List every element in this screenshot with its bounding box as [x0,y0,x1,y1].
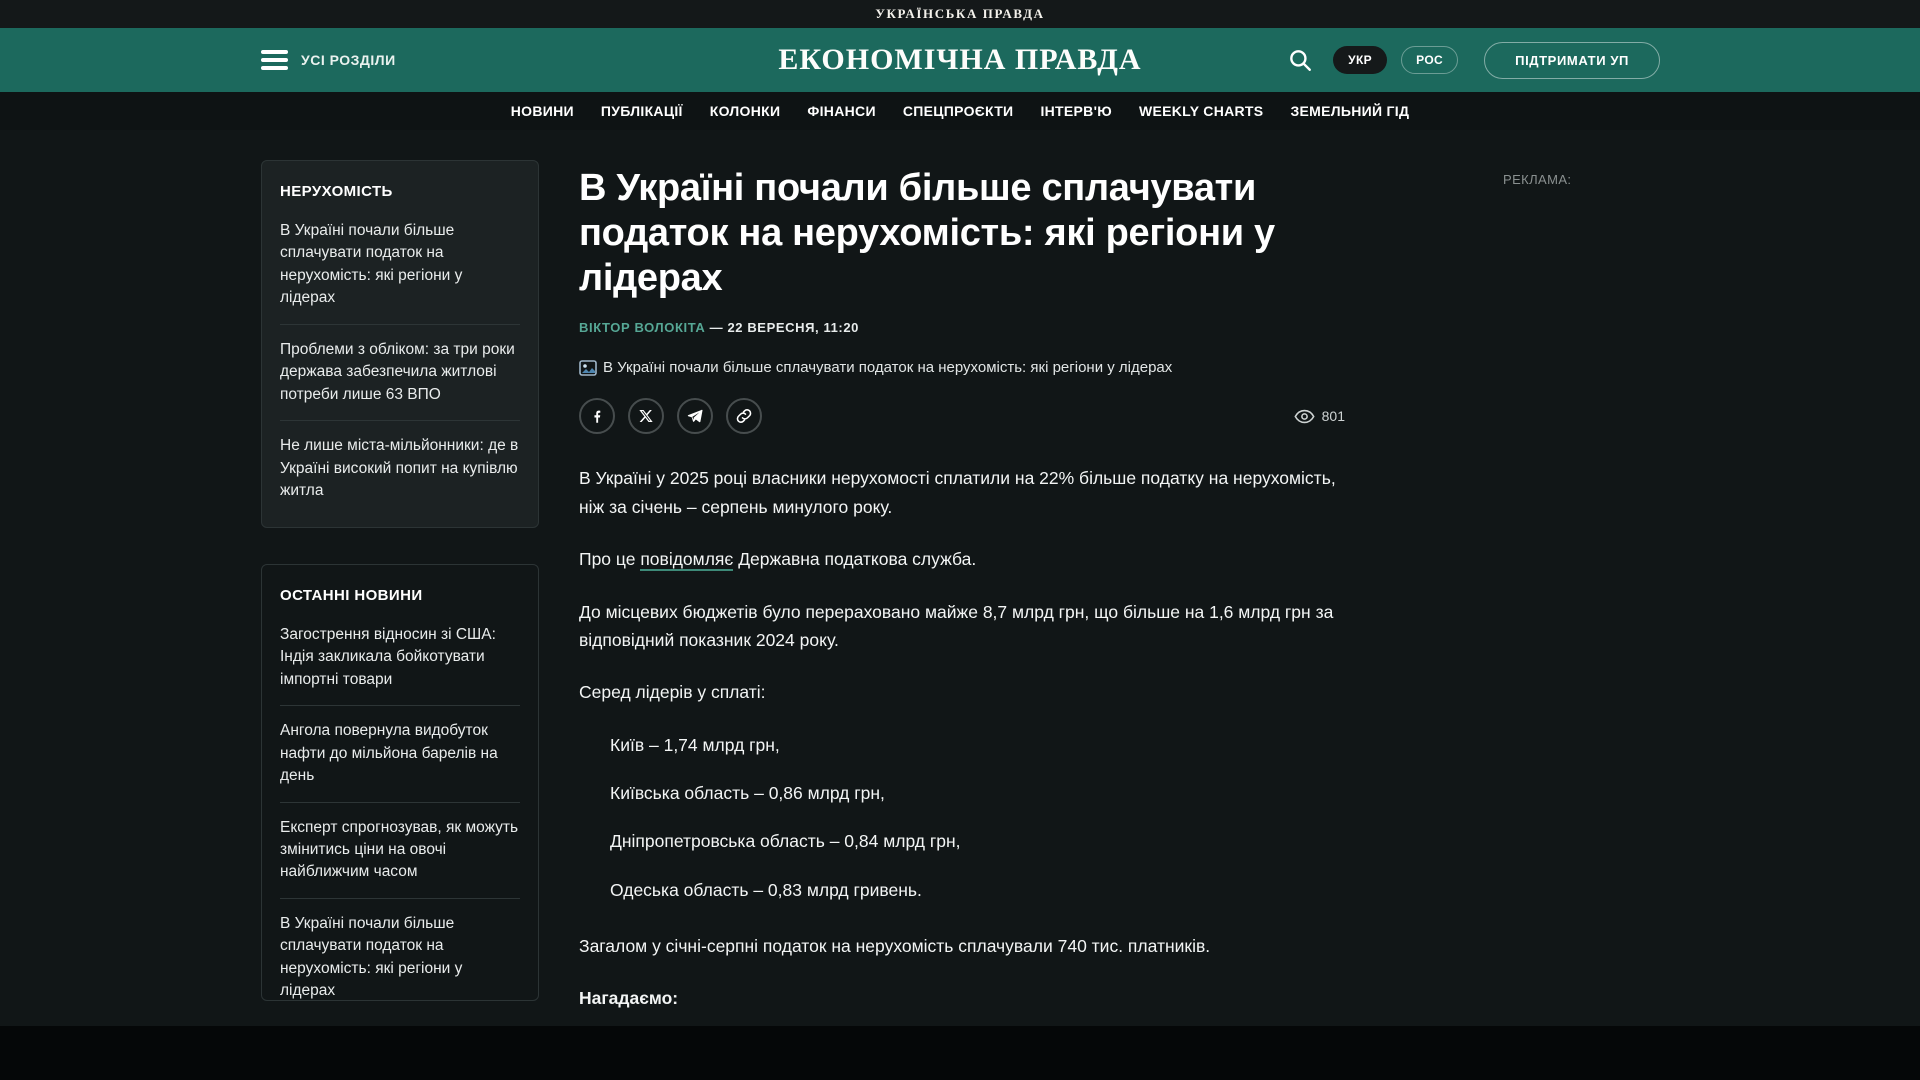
main-content [0,130,1920,1026]
nav-item-weekly-charts[interactable]: WEEKLY CHARTS [1138,103,1264,119]
all-sections-menu-button[interactable] [261,50,396,70]
lang-toggle-ukr[interactable]: УКР [1333,46,1387,74]
list-item-dnipro-oblast: Дніпропетровська область – 0,84 млрд грн, [610,831,961,852]
top-bar [0,0,1920,28]
nav-item-novyny[interactable]: НОВИНИ [510,103,574,119]
image-alt-text: В Україні почали більше сплачувати податок на нерухомість: які регіони у лідерах [603,359,1173,377]
footer [0,1026,1920,1080]
x-icon [638,408,654,424]
link-icon [735,407,753,425]
copy-link-button[interactable] [726,398,762,434]
nav-item-kolonky[interactable]: КОЛОНКИ [709,103,781,119]
latest-news-title: ОСТАННІ НОВИНИ [280,586,423,604]
search-icon [1287,47,1313,73]
broken-image-icon [579,360,597,376]
article-body [579,464,1345,1012]
latest-news-item-2[interactable]: Ангола повернула видобуток нафти до мільйона барелів на день [280,705,520,801]
view-count: 801 [1321,408,1345,425]
site-header [0,28,1920,92]
nav-item-spetsproekty[interactable]: СПЕЦПРОЄКТИ [902,103,1014,119]
source-link[interactable]: повідомляє [640,549,734,570]
topic-item-2[interactable]: Проблеми з обліком: за три роки держава забезпечила житлові потреби лише 63 ВПО [280,324,520,420]
lang-toggle-ros[interactable]: РОС [1401,46,1458,74]
topic-card-nerukhomist [261,160,539,528]
ukrainska-pravda-link[interactable]: УКРАЇНСЬКА ПРАВДА [875,6,1045,21]
share-x-button[interactable] [628,398,664,434]
share-row [579,398,1345,434]
paragraph-6-nahadaiemo: Нагадаємо: [579,988,679,1009]
hamburger-icon [261,50,288,70]
publish-date: — 22 ВЕРЕСНЯ, 11:20 [709,320,860,336]
article-title: В Україні почали більше сплачувати податок на нерухомість: які регіони у лідерах [579,167,1275,299]
nav-item-publikatsii[interactable]: ПУБЛІКАЦІЇ [600,103,683,119]
list-item-kyiv: Київ – 1,74 млрд грн, [610,734,780,755]
latest-news-item-3[interactable]: Експерт спрогнозував, як можуть змінитись ціни на овочі найближчим часом [280,802,520,898]
paragraph-4: Серед лідерів у сплаті: [579,682,766,703]
leaders-list [610,731,1345,904]
site-logo[interactable]: ЕКОНОМІЧНА ПРАВДА [778,43,1142,76]
ad-rail [1503,160,1571,1026]
support-up-button[interactable]: ПІДТРИМАТИ УП [1484,42,1660,79]
telegram-icon [686,407,704,425]
paragraph-5: Загалом у січні-серпні податок на нерухомість сплачували 740 тис. платників. [579,935,1211,956]
list-item-odesa-oblast: Одеська область – 0,83 млрд гривень. [610,879,922,900]
broken-image-placeholder [579,359,1345,376]
latest-news-card [261,564,539,1001]
section-nav [0,92,1920,130]
paragraph-2: Про це повідомляє Державна податкова служба. [579,549,977,570]
latest-news-item-1[interactable]: Загострення відносин зі США: Індія закликала бойкотувати імпортні товари [280,625,496,688]
article [579,160,1345,1026]
search-button[interactable] [1287,47,1313,73]
share-telegram-button[interactable] [677,398,713,434]
left-sidebar [261,160,539,1026]
topic-item-3[interactable]: Не лише міста-мільйонники: де в Україні високий попит на купівлю житла [280,420,520,516]
nav-item-finansy[interactable]: ФІНАНСИ [807,103,876,119]
byline [579,320,1345,335]
nav-item-interviu[interactable]: ІНТЕРВ'Ю [1040,103,1112,119]
facebook-icon [588,407,606,425]
paragraph-1: В Україні у 2025 році власники нерухомості сплатили на 22% більше податку на нерухомість, ніж за січень – серпень минулого року. [579,468,1336,517]
topic-item-1[interactable]: В Україні почали більше сплачувати податок на нерухомість: які регіони у лідерах [280,222,463,307]
nav-item-zemelnyi-hid[interactable]: ЗЕМЕЛЬНИЙ ГІД [1290,103,1410,119]
eye-icon [1294,409,1315,424]
menu-label: УСІ РОЗДІЛИ [301,52,396,68]
share-facebook-button[interactable] [579,398,615,434]
view-counter [1294,408,1345,424]
topic-card-title: НЕРУХОМІСТЬ [280,183,393,200]
list-item-kyiv-oblast: Київська область – 0,86 млрд грн, [610,782,885,803]
header-right-group [1287,42,1660,79]
author-link[interactable]: ВІКТОР ВОЛОКІТА [579,320,706,336]
paragraph-3: До місцевих бюджетів було перераховано майже 8,7 млрд грн, що більше на 1,6 млрд грн за відповідний показник 2024 року. [579,601,1334,650]
ad-label: РЕКЛАМА: [1503,172,1572,187]
latest-news-item-4[interactable]: В Україні почали більше сплачувати податок на нерухомість: які регіони у лідерах [280,898,520,1001]
